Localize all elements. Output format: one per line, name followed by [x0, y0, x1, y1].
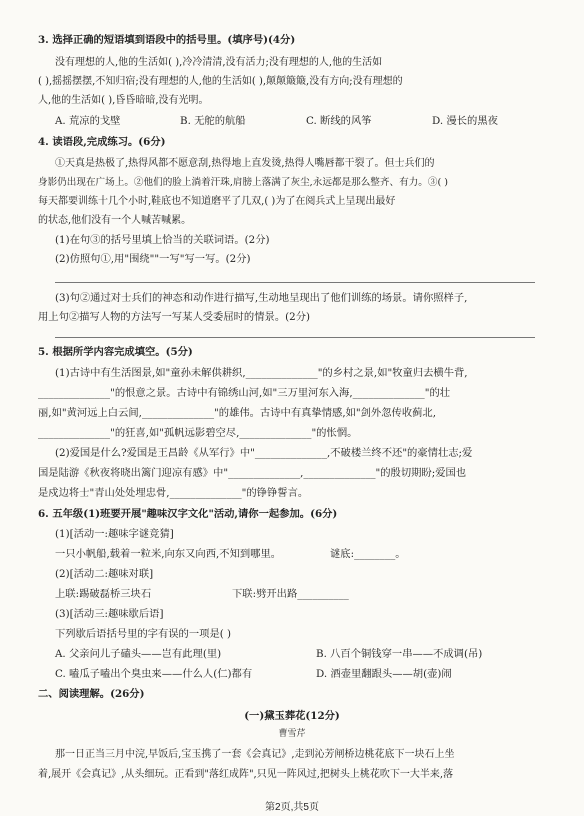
q6-riddle: 一只小帆船,载着一粒米,向东又向西,不知到哪里。: [55, 548, 282, 560]
q3-paragraph-line: 没有理想的人,他的生活如( ),冷冷清清,没有活力;没有理想的人,他的生活如: [55, 57, 383, 68]
q3-option-d: D. 漫长的黑夜: [432, 115, 498, 127]
q6-riddle-answer[interactable]: 谜底:________。: [330, 548, 406, 560]
q6-couplet-down[interactable]: 下联:劈开出路__________: [232, 588, 349, 600]
q6-activity-1: (1)[活动一:趣味字谜竞猜]: [55, 528, 174, 540]
q3-option-a: A. 荒凉的戈壁: [55, 115, 121, 127]
q6-option-d: D. 酒壶里翻跟头——胡(壶)闹: [316, 668, 452, 680]
q3-paragraph-line: 人,他的生活如( ),昏昏暗暗,没有光明。: [38, 95, 209, 106]
q4-paragraph-line: 的状态,他们没有一个人喊苦喊累。: [38, 215, 192, 226]
q5-title: 5. 根据所学内容完成填空。(5分): [38, 346, 193, 358]
q4-paragraph-line: 每天都要训练十几个小时,鞋底也不知道磨平了几双,( )为了在阅兵式上呈现出最好: [38, 196, 396, 207]
q6-activity-2: (2)[活动二:趣味对联]: [55, 568, 154, 580]
q6-activity-3: (3)[活动三:趣味歇后语]: [55, 608, 164, 620]
q6-option-b: B. 八百个铜钱穿一串——不成调(吊): [316, 648, 483, 660]
q6-question: 下列歇后语括号里的字有误的一项是( ): [55, 628, 232, 640]
q5-line: ______________"的狂喜,如"孤帆远影碧空尽,______________"的怅惘。: [38, 427, 358, 439]
q5-line: (2)爱国是什么?爱国是王昌龄《从军行》中"______________,不破楼兰终不还"的豪情壮志;爱: [55, 447, 473, 459]
q3-option-b: B. 无舵的航船: [180, 115, 246, 127]
q3-title: 3. 选择正确的短语填到语段中的括号里。(填序号)(4分): [38, 34, 296, 46]
q5-line: 是戍边将士"青山处处埋忠骨,______________"的铮铮誓言。: [38, 487, 309, 499]
answer-line[interactable]: [55, 337, 535, 338]
q3-option-c: C. 断线的风筝: [306, 115, 372, 127]
answer-line[interactable]: [55, 282, 535, 283]
q5-line: 国是陆游《秋夜将晓出篱门迎凉有感》中"______________,______________"的殷切期盼;爱国也: [38, 467, 467, 479]
q4-sub-question-1: (1)在句③的括号里填上恰当的关联词语。(2分): [55, 234, 270, 246]
q4-paragraph-line: ①天真是热极了,热得风都不愿意刮,热得地上直发烫,热得人嘴唇都干裂了。但士兵们的: [55, 158, 435, 169]
q6-option-a: A. 父亲问儿子磕头——岂有此理(里): [55, 648, 222, 660]
passage-title: (一)黛玉葬花(12分): [244, 710, 340, 722]
q4-sub-question-2: (2)仿照句①,用"围绕""一写"写一写。(2分): [55, 253, 251, 265]
q5-line: ______________"的恨意之景。古诗中有锦绣山河,如"三万里河东入海,______________"的壮: [38, 387, 451, 399]
q6-option-c: C. 嗑瓜子嗑出个臭虫来——什么人(仁)都有: [55, 668, 253, 680]
q3-paragraph-line: ( ),摇摇摆摆,不知归宿;没有理想的人,他的生活如( ),颠颠簸簸,没有方向;没有理想的: [38, 76, 403, 87]
q6-title: 6. 五年级(1)班要开展"趣味汉字文化"活动,请你一起参加。(6分): [38, 508, 338, 520]
q4-sub-question-3-cont: 用上句②描写人物的方法写一写某人受委屈时的情景。(2分): [38, 311, 311, 323]
q4-title: 4. 读语段,完成练习。(6分): [38, 136, 166, 148]
passage-line: 着,展开《会真记》,从头细玩。正看到"落红成阵",只见一阵风过,把树头上桃花吹下一大半来,落: [38, 769, 454, 780]
q6-couplet-up: 上联:踢破磊桥三块石: [55, 588, 152, 600]
q4-sub-question-3: (3)句②通过对士兵们的神态和动作进行描写,生动地呈现出了他们训练的场景。请你照样子,: [55, 292, 468, 304]
q5-line: 丽,如"黄河远上白云间,______________"的雄伟。古诗中有真挚情感,如"剑外忽传收蓟北,: [38, 407, 436, 419]
section-title: 二、阅读理解。(26分): [38, 688, 145, 700]
passage-author: 曹雪芹: [278, 729, 306, 739]
q5-line: (1)古诗中有生活图景,如"童孙未解供耕织,______________"的乡村之景,如"牧童归去横牛背,: [55, 367, 468, 379]
passage-line: 那一日正当三月中浣,早饭后,宝玉携了一套《会真记》,走到沁芳闸桥边桃花底下一块石上坐: [55, 749, 455, 760]
page-footer: 第2页,共5页: [265, 802, 319, 813]
q4-paragraph-line: 身影仍出现在广场上。②他们的脸上淌着汗珠,肩膀上落满了灰尘,永远都是那么整齐、有力。③( ): [38, 177, 448, 188]
